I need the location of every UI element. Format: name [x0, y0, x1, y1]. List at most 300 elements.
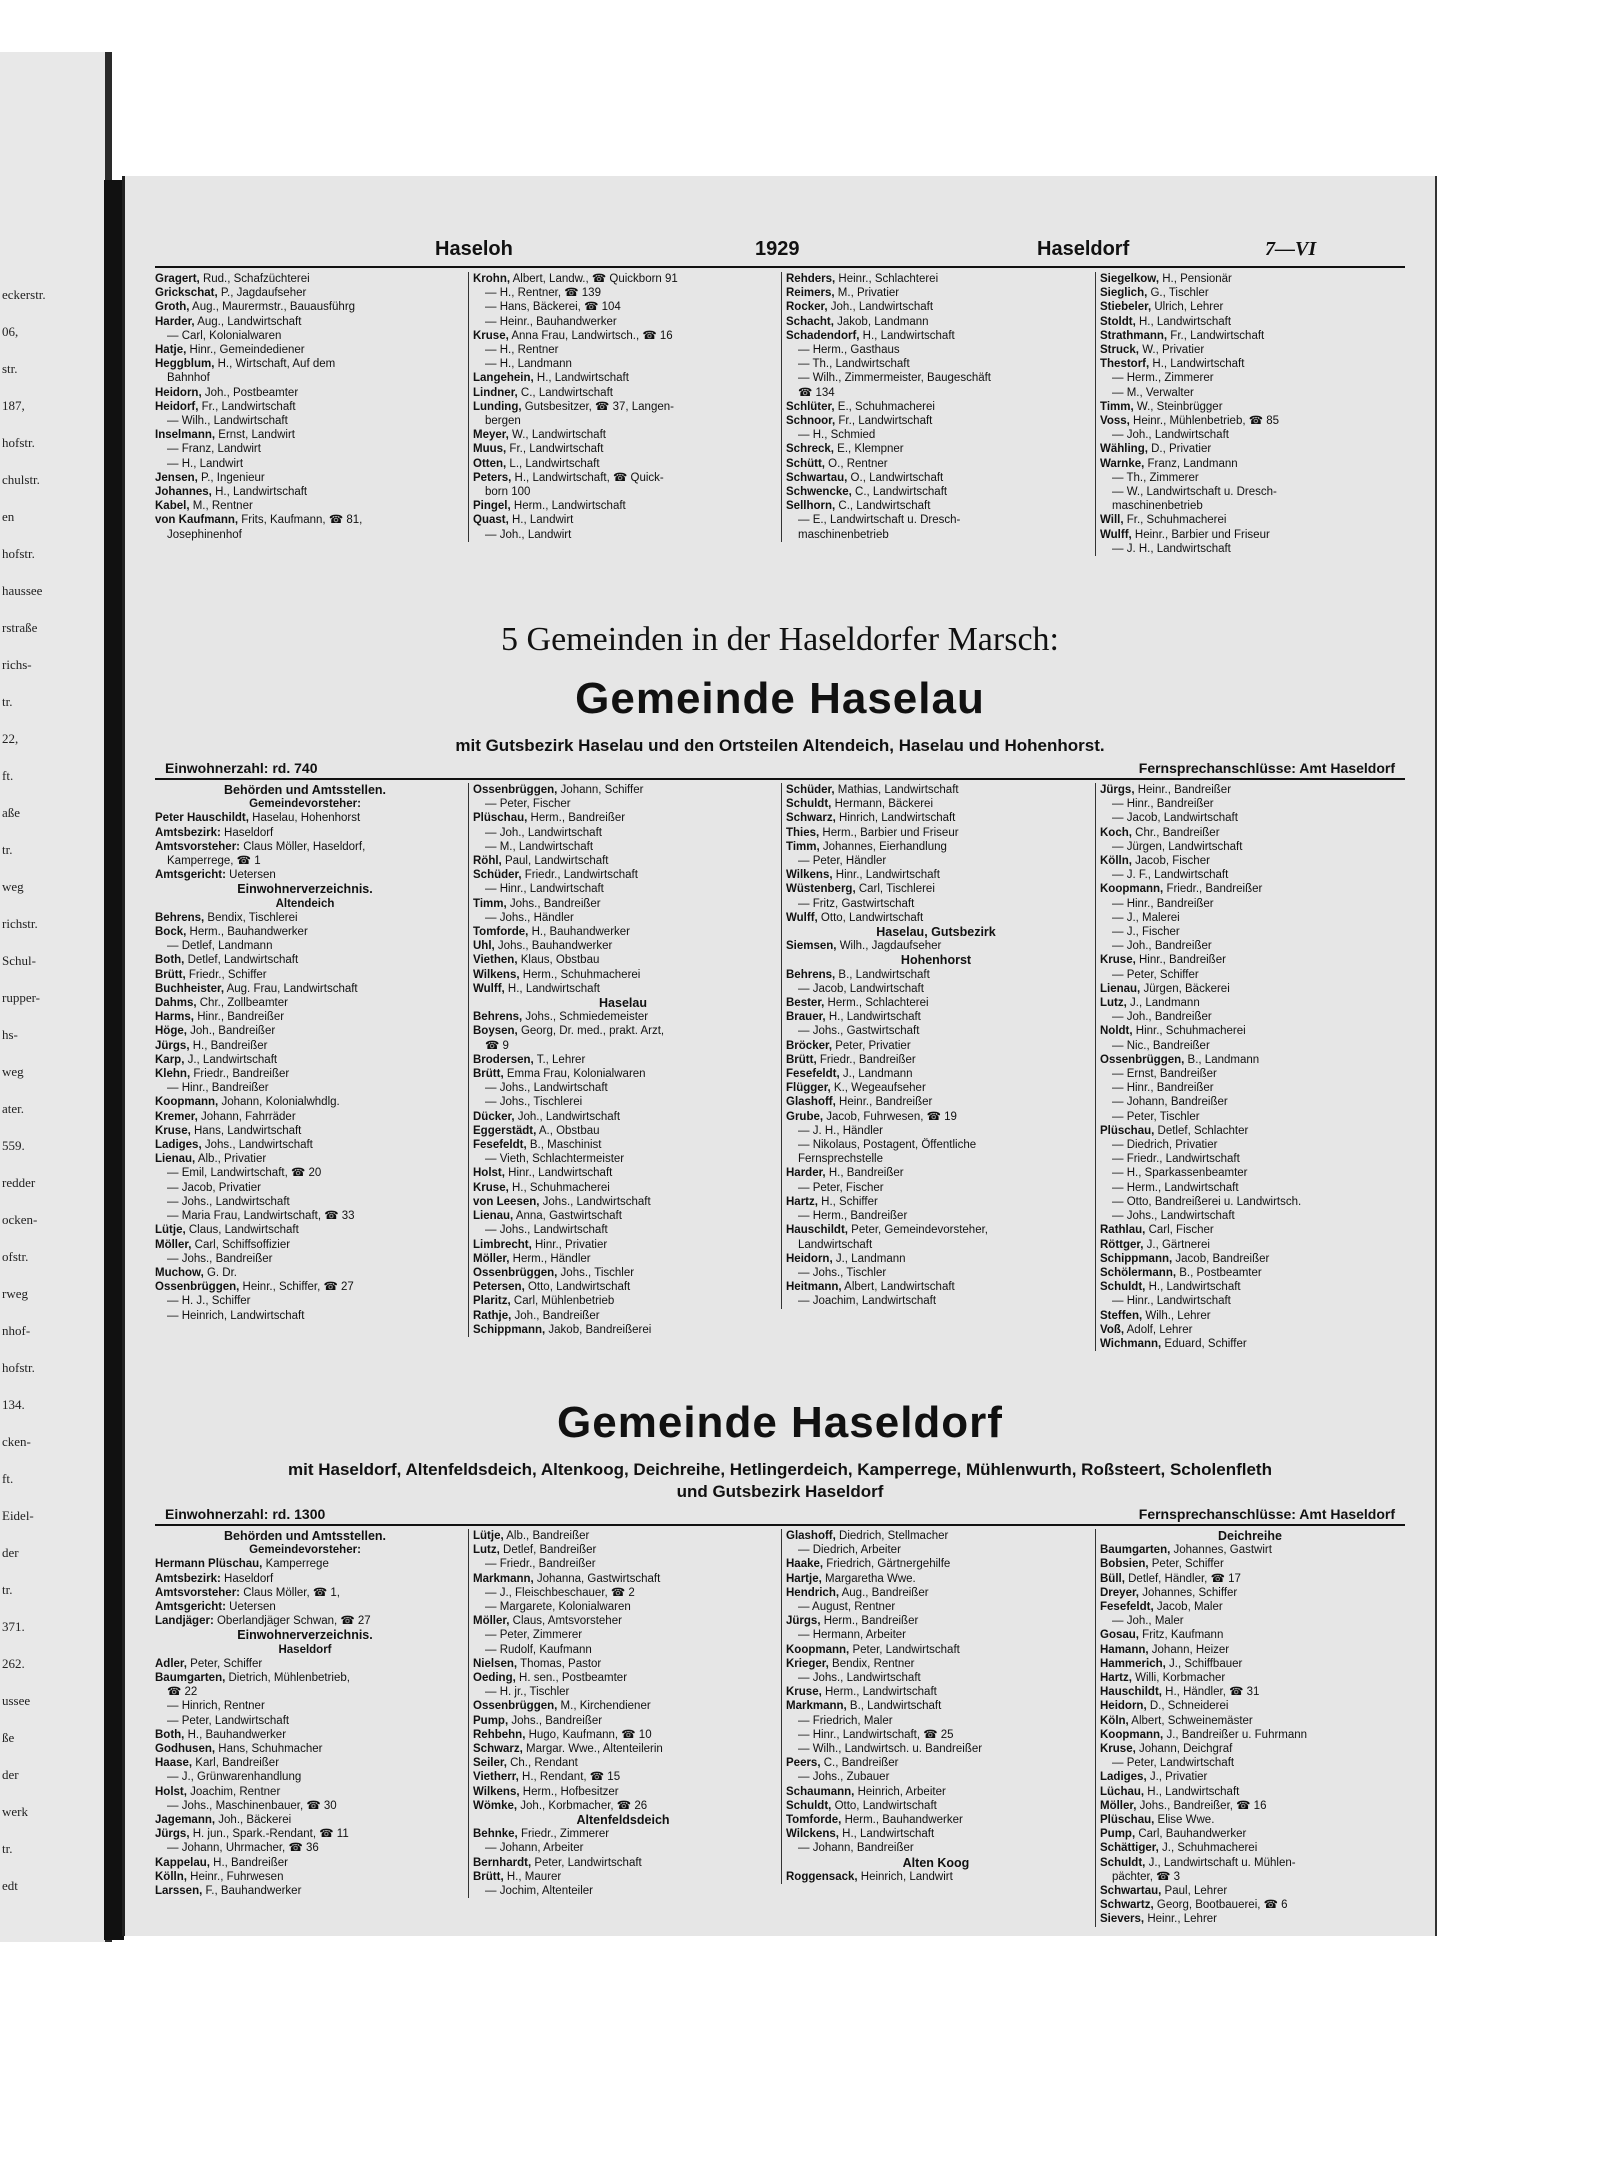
directory-entry: [473, 386, 773, 400]
entry-details: Hugo, Kaufmann, ☎ 10: [525, 1728, 652, 1741]
entry-details: Johs., Tischler: [557, 1266, 635, 1279]
entry-details: — August, Rentner: [798, 1601, 896, 1614]
directory-entry: [786, 868, 1086, 882]
directory-entry: [155, 1195, 455, 1209]
entry-details: Willi, Korbmacher: [1131, 1672, 1226, 1685]
directory-entry: [1100, 939, 1400, 953]
directory-entry: [1100, 329, 1400, 343]
entry-name: Markmann,: [786, 1700, 847, 1713]
entry-name: Grube,: [786, 1110, 824, 1123]
directory-entry: [155, 1124, 455, 1138]
entry-details: — Hinr., Bandreißer: [1112, 798, 1214, 811]
entry-details: — Jürgen, Landwirtschaft: [1112, 840, 1243, 853]
directory-entry: [786, 386, 1086, 400]
entry-details: born 100: [485, 486, 531, 499]
entry-name: Fesefeldt,: [1100, 1601, 1154, 1614]
entry-name: Rocker,: [786, 301, 828, 314]
facing-page-text: 262.: [2, 1656, 25, 1671]
entry-name: Köln,: [1100, 1714, 1129, 1727]
entry-details: Fritz, Kaufmann: [1138, 1629, 1224, 1642]
entry-details: H., Landwirtschaft: [1149, 358, 1245, 371]
directory-entry: [786, 1586, 1086, 1600]
directory-entry: [473, 1209, 773, 1223]
directory-entry: [473, 1543, 773, 1557]
directory-entry: [786, 1138, 1086, 1152]
entry-details: — Peter, Landwirtschaft: [1112, 1757, 1235, 1770]
entry-details: — Joh., Bandreißer: [1112, 940, 1212, 953]
entry-name: Kruse,: [1100, 1743, 1136, 1756]
facing-page-text: eckerstr.: [2, 287, 46, 302]
entry-details: Alb., Bandreißer: [503, 1530, 590, 1542]
haselau-col-2: [468, 783, 773, 1337]
entry-name: Amtsbezirk:: [155, 826, 221, 839]
facing-page-text: tr.: [2, 842, 13, 857]
directory-entry: [786, 1110, 1086, 1124]
entry-details: — Johann, Arbeiter: [485, 1842, 584, 1855]
entry-details: B., Landmann: [1184, 1053, 1260, 1066]
entry-name: Sellhorn,: [786, 500, 836, 513]
directory-entry: [786, 1223, 1086, 1237]
entry-details: Jacob, Maler: [1153, 1601, 1223, 1614]
entry-name: Heidorn,: [786, 1252, 833, 1265]
entry-name: Markmann,: [473, 1572, 534, 1585]
entry-details: ☎ 9: [485, 1039, 509, 1052]
directory-entry: [786, 1010, 1086, 1024]
entry-details: Anna Frau, Landwirtsch., ☎ 16: [508, 329, 673, 342]
directory-entry: [786, 1685, 1086, 1699]
entry-details: — Friedr., Landwirtschaft: [1112, 1153, 1240, 1166]
entry-name: Haake,: [786, 1558, 824, 1571]
entry-details: H., Bauhandwerker: [184, 1728, 287, 1741]
entry-details: — Peter, Tischler: [1112, 1110, 1200, 1123]
entry-name: Amtsgericht:: [155, 1601, 226, 1614]
directory-entry: [473, 1181, 773, 1195]
entry-details: C., Landwirtschaft: [517, 386, 613, 399]
entry-details: — Johann, Uhrmacher, ☎ 36: [167, 1842, 319, 1855]
directory-entry: [786, 1572, 1086, 1586]
entry-details: J., Landmann: [1126, 997, 1200, 1010]
entry-details: Herm., Bandreißer: [820, 1615, 919, 1628]
entry-name: Möller,: [1100, 1799, 1137, 1812]
directory-entry: [786, 1756, 1086, 1770]
directory-entry: [473, 272, 773, 286]
entry-details: Detlef, Bandreißer: [499, 1544, 597, 1557]
facing-page-text: ft.: [2, 768, 14, 783]
entry-details: Uetersen: [225, 869, 276, 882]
entry-details: Albert, Landw., ☎ Quickborn 91: [510, 273, 678, 285]
entry-name: Schacht,: [786, 315, 834, 328]
entry-name: Rehbehn,: [473, 1728, 526, 1741]
entry-name: Adler,: [155, 1657, 187, 1670]
entry-details: Peter, Landwirtschaft: [531, 1856, 642, 1869]
facing-page-text: aße: [2, 805, 21, 820]
directory-entry: [786, 1699, 1086, 1713]
entry-details: Joh., Postbeamter: [201, 386, 299, 399]
entry-name: Ossenbrüggen,: [473, 1700, 558, 1713]
entry-name: Heidorn,: [155, 386, 202, 399]
facing-page-text: ocken-: [2, 1212, 38, 1227]
directory-entry: [155, 953, 455, 967]
entry-name: Larssen,: [155, 1885, 203, 1898]
entry-details: Klaus, Obstbau: [517, 954, 600, 967]
entry-details: H., Maurer: [503, 1870, 562, 1883]
entry-details: Detlef, Händler, ☎ 17: [1124, 1572, 1241, 1585]
entry-name: Timm,: [473, 897, 507, 910]
entry-details: Hinr., Bandreißer: [194, 1011, 285, 1024]
directory-entry: [473, 1081, 773, 1095]
directory-entry: [786, 826, 1086, 840]
entry-name: Kremer,: [155, 1110, 198, 1123]
haselau-col-1: [155, 783, 455, 1323]
directory-entry: [473, 1770, 773, 1784]
entry-details: Uetersen: [225, 1601, 276, 1614]
directory-entry: [786, 1813, 1086, 1827]
subheading: Gemeindevorsteher:: [249, 798, 361, 811]
entry-details: B., Landwirtschaft: [835, 968, 930, 981]
directory-entry: [155, 868, 455, 882]
directory-entry: [473, 1600, 773, 1614]
entry-name: Steffen,: [1100, 1309, 1143, 1322]
entry-name: Pingel,: [473, 500, 511, 513]
directory-entry: [786, 1529, 1086, 1543]
entry-details: Karl, Bandreißer: [192, 1757, 280, 1770]
entry-name: Muus,: [473, 443, 507, 456]
section-heading: Einwohnerverzeichnis.: [237, 1628, 373, 1643]
entry-name: Hauschildt,: [1100, 1686, 1162, 1699]
entry-name: Büll,: [1100, 1572, 1125, 1585]
entry-name: Lienau,: [155, 1153, 196, 1166]
section-heading: Altenfeldsdeich: [576, 1813, 670, 1828]
entry-name: Boysen,: [473, 1025, 518, 1038]
directory-entry: [473, 485, 773, 499]
entry-details: Jacob, Fuhrwesen, ☎ 19: [823, 1110, 957, 1123]
entry-details: — Emil, Landwirtschaft, ☎ 20: [167, 1167, 322, 1180]
haselau-subtitle: mit Gutsbezirk Haselau und den Ortsteilen Altendeich, Haselau und Hohenhorst.: [455, 736, 1105, 755]
directory-entry: [473, 1671, 773, 1685]
top-col-4: [1095, 272, 1400, 556]
directory-entry: [473, 371, 773, 385]
entry-name: Hamann,: [1100, 1643, 1149, 1656]
entry-details: — Johs., Maschinenbauer, ☎ 30: [167, 1799, 337, 1812]
directory-entry: [155, 371, 455, 385]
entry-name: Ossenbrüggen,: [473, 784, 558, 796]
directory-entry: [473, 1024, 773, 1038]
entry-details: Claus, Landwirtschaft: [185, 1224, 299, 1237]
entry-details: — Otto, Bandreißerei u. Landwirtsch.: [1112, 1195, 1302, 1208]
directory-entry: [155, 1166, 455, 1180]
directory-entry: [786, 286, 1086, 300]
entry-name: Buchheister,: [155, 982, 225, 995]
directory-entry: [786, 939, 1086, 953]
entry-name: Holst,: [473, 1167, 505, 1180]
entry-name: Brütt,: [473, 1068, 504, 1081]
entry-name: Lienau,: [1100, 982, 1141, 995]
directory-entry: [473, 1643, 773, 1657]
entry-name: Grickschat,: [155, 287, 218, 300]
facing-page-text: tr.: [2, 1841, 13, 1856]
entry-name: Langehein,: [473, 372, 534, 385]
entry-name: Sieglich,: [1100, 287, 1148, 300]
entry-details: Gutsbesitzer, ☎ 37, Langen-: [521, 400, 674, 413]
directory-entry: [155, 840, 455, 854]
directory-entry: [1100, 1799, 1400, 1813]
entry-details: Friedr., Bandreißer: [816, 1053, 916, 1066]
entry-details: Johann, Deichgraf: [1135, 1743, 1233, 1756]
directory-entry: [1100, 783, 1400, 797]
directory-entry: [473, 1067, 773, 1081]
directory-entry: [1100, 1699, 1400, 1713]
header-year: 1929: [755, 238, 800, 260]
directory-entry: [1100, 1912, 1400, 1926]
directory-entry: [786, 783, 1086, 797]
directory-entry: [786, 1252, 1086, 1266]
entry-name: Plüschau,: [1100, 1124, 1155, 1137]
entry-name: Schwarz,: [786, 812, 836, 825]
entry-details: — Johs., Tischlerei: [485, 1096, 583, 1109]
entry-details: Albert, Landwirtschaft: [841, 1281, 955, 1294]
entry-name: Koopmann,: [1100, 883, 1164, 896]
directory-entry: [786, 329, 1086, 343]
entry-details: Haselau, Hohenhorst: [248, 812, 361, 825]
entry-details: H., Landwirtschaft: [1135, 315, 1232, 328]
directory-entry: [473, 343, 773, 357]
haseldorf-rule: [155, 1524, 1405, 1526]
entry-name: Flügger,: [786, 1082, 831, 1095]
entry-details: — Nikolaus, Postagent, Öffentliche: [798, 1139, 977, 1152]
facing-page-fragment: [0, 52, 112, 1942]
directory-entry: [786, 1841, 1086, 1855]
directory-entry: [473, 1827, 773, 1841]
facing-page-text: hofstr.: [2, 435, 35, 450]
entry-details: A., Obstbau: [536, 1124, 600, 1137]
entry-details: J., Schiffbauer: [1165, 1657, 1243, 1670]
entry-name: Wichmann,: [1100, 1337, 1162, 1350]
entry-name: Harms,: [155, 1011, 194, 1024]
directory-entry: [155, 1095, 455, 1109]
entry-details: Peter, Schiffer: [186, 1657, 263, 1670]
directory-entry: [473, 414, 773, 428]
entry-name: Dücker,: [473, 1110, 515, 1123]
directory-entry: [1100, 1323, 1400, 1337]
directory-entry: [1100, 286, 1400, 300]
directory-entry: [786, 1238, 1086, 1252]
entry-details: Heinr., Bandreißer: [1134, 784, 1232, 796]
directory-entry: [1100, 1728, 1400, 1742]
directory-entry: [786, 854, 1086, 868]
entry-name: Schuldt,: [786, 798, 832, 811]
entry-name: Schwartz,: [1100, 1899, 1154, 1912]
directory-entry: [786, 457, 1086, 471]
directory-entry: [473, 286, 773, 300]
entry-details: — Margarete, Kolonialwaren: [485, 1601, 631, 1614]
entry-details: Hans, Landwirtschaft: [190, 1124, 302, 1137]
entry-name: Hartz,: [786, 1195, 818, 1208]
entry-name: Haase,: [155, 1757, 193, 1770]
entry-details: — Heinrich, Landwirtschaft: [167, 1309, 305, 1322]
directory-entry: [1100, 1714, 1400, 1728]
entry-name: Jürgs,: [155, 1039, 190, 1052]
directory-entry: [473, 1685, 773, 1699]
entry-name: Wähling,: [1100, 443, 1148, 456]
haselau-fernsprech: Fernsprechanschlüsse: Amt Haseldorf: [1138, 760, 1395, 776]
entry-details: — Jacob, Privatier: [167, 1181, 261, 1194]
directory-entry: [473, 1166, 773, 1180]
entry-name: Stiebeler,: [1100, 301, 1152, 314]
directory-entry: [1100, 811, 1400, 825]
entry-details: Ernst, Landwirt: [215, 429, 295, 442]
entry-details: — J., Grünwarenhandlung: [167, 1771, 302, 1784]
entry-details: Hinr., Gemeindediener: [186, 344, 305, 357]
entry-details: Carl, Tischlerei: [855, 883, 935, 896]
entry-details: Kamperrege, ☎ 1: [167, 855, 261, 868]
entry-name: Roggensack,: [786, 1870, 858, 1883]
directory-entry: [155, 272, 455, 286]
entry-name: Wulff,: [473, 982, 505, 995]
directory-entry: [155, 1010, 455, 1024]
directory-entry: [155, 343, 455, 357]
entry-name: Siegelkow,: [1100, 273, 1160, 285]
directory-entry: [155, 1756, 455, 1770]
directory-entry: [786, 897, 1086, 911]
directory-entry: [155, 1557, 455, 1571]
directory-entry: [1100, 1785, 1400, 1799]
entry-name: Kruse,: [786, 1686, 822, 1699]
facing-page-text: der: [2, 1545, 19, 1560]
facing-page-text: weg: [2, 1064, 24, 1079]
directory-entry: [155, 1870, 455, 1884]
entry-name: Landjäger:: [155, 1615, 214, 1628]
entry-name: Jürgs,: [155, 1828, 190, 1841]
entry-name: Schättiger,: [1100, 1842, 1159, 1855]
entry-details: Friedr., Bandreißer: [190, 1068, 290, 1081]
entry-details: — Peter, Händler: [798, 855, 887, 868]
entry-name: Kappelau,: [155, 1856, 210, 1869]
directory-entry: [1100, 1294, 1400, 1308]
directory-entry: [473, 854, 773, 868]
entry-name: Otten,: [473, 457, 507, 470]
directory-entry: [1100, 357, 1400, 371]
entry-details: — Maria Frau, Landwirtschaft, ☎ 33: [167, 1210, 355, 1223]
directory-entry: [1100, 1266, 1400, 1280]
entry-details: Fr., Schuhmacherei: [1123, 514, 1227, 527]
entry-details: — Friedr., Bandreißer: [485, 1558, 596, 1571]
directory-entry: [473, 1124, 773, 1138]
entry-details: Friedr., Bandreißer: [1163, 883, 1263, 896]
directory-entry: [1100, 1870, 1400, 1884]
directory-entry: [786, 1628, 1086, 1642]
entry-name: Röttger,: [1100, 1238, 1144, 1251]
entry-name: Reimers,: [786, 287, 835, 300]
entry-name: Jagemann,: [155, 1814, 216, 1827]
entry-details: Friedr., Landwirtschaft: [521, 869, 638, 882]
directory-entry: [473, 1110, 773, 1124]
directory-entry: [1100, 300, 1400, 314]
entry-name: Sievers,: [1100, 1913, 1145, 1926]
entry-name: Möller,: [473, 1615, 510, 1628]
entry-details: — W., Landwirtschaft u. Dresch-: [1112, 486, 1277, 499]
entry-details: — Joh., Landwirtschaft: [1112, 429, 1229, 442]
entry-name: Höge,: [155, 1025, 187, 1038]
entry-name: Rathlau,: [1100, 1224, 1146, 1237]
entry-details: H., Bauhandwerker: [528, 926, 631, 939]
facing-page-text: ofstr.: [2, 1249, 29, 1264]
facing-page-text: rupper-: [2, 990, 40, 1005]
entry-details: Chr., Bandreißer: [1131, 826, 1220, 839]
facing-page-text: 187,: [2, 398, 25, 413]
facing-page-text: 371.: [2, 1619, 25, 1634]
entry-name: Koch,: [1100, 826, 1132, 839]
directory-entry: [155, 528, 455, 542]
entry-name: Brodersen,: [473, 1053, 534, 1066]
directory-entry: [155, 996, 455, 1010]
entry-name: Kölln,: [1100, 855, 1132, 868]
directory-entry: [1100, 315, 1400, 329]
entry-details: — Nic., Bandreißer: [1112, 1039, 1210, 1052]
entry-details: J., Landmann: [839, 1068, 913, 1081]
entry-details: — Carl, Kolonialwaren: [167, 329, 282, 342]
entry-details: — Johs., Landwirtschaft: [485, 1224, 608, 1237]
entry-name: Behnke,: [473, 1828, 518, 1841]
directory-entry: [786, 414, 1086, 428]
directory-entry: [786, 272, 1086, 286]
facing-page-text: ater.: [2, 1101, 25, 1116]
entry-details: Aug., Bandreißer: [839, 1586, 929, 1599]
directory-entry: [1100, 1280, 1400, 1294]
entry-name: Bernhardt,: [473, 1856, 532, 1869]
facing-page-text: weg: [2, 879, 24, 894]
entry-details: Hinr., Privatier: [531, 1238, 608, 1251]
entry-details: — H., Landmann: [485, 358, 572, 371]
entry-details: F., Bauhandwerker: [202, 1885, 302, 1898]
entry-details: Jacob, Bandreißer: [1172, 1252, 1270, 1265]
entry-name: Hartje,: [786, 1572, 822, 1585]
directory-entry: [155, 854, 455, 868]
directory-entry: [786, 485, 1086, 499]
facing-page-text: richstr.: [2, 916, 38, 931]
entry-name: Stoldt,: [1100, 315, 1136, 328]
subheading: Altendeich: [275, 897, 335, 910]
entry-details: Herm., Landwirtschaft: [821, 1686, 937, 1699]
directory-entry: [786, 442, 1086, 456]
entry-details: Ulrich, Lehrer: [1151, 301, 1224, 314]
entry-details: Herm., Händler: [509, 1252, 591, 1265]
directory-entry: [1100, 1152, 1400, 1166]
entry-details: C., Landwirtschaft: [835, 500, 931, 513]
entry-details: H., Bandreißer: [189, 1039, 268, 1052]
directory-entry: [155, 400, 455, 414]
entry-name: Struck,: [1100, 344, 1139, 357]
directory-entry: [155, 811, 455, 825]
entry-details: Joh., Bäckerei: [215, 1814, 292, 1827]
entry-details: — Vieth, Schlachtermeister: [485, 1153, 625, 1166]
directory-entry: [786, 1024, 1086, 1038]
facing-page-text: nhof-: [2, 1323, 31, 1338]
entry-details: Peter, Privatier: [832, 1039, 911, 1052]
directory-entry: [786, 1039, 1086, 1053]
directory-entry: [1100, 1067, 1400, 1081]
directory-entry: [155, 499, 455, 513]
directory-entry: [786, 1827, 1086, 1841]
directory-entry: [155, 1223, 455, 1237]
entry-details: D., Privatier: [1147, 443, 1212, 456]
entry-name: Petersen,: [473, 1281, 525, 1294]
entry-details: D., Schneiderei: [1146, 1700, 1229, 1713]
entry-details: Herm., Landwirtschaft: [510, 500, 626, 513]
entry-details: Heinr., Schlachterei: [835, 273, 939, 285]
entry-details: Otto, Landwirtschaft: [524, 1281, 631, 1294]
directory-entry: [786, 1643, 1086, 1657]
entry-name: Vietherr,: [473, 1771, 519, 1784]
